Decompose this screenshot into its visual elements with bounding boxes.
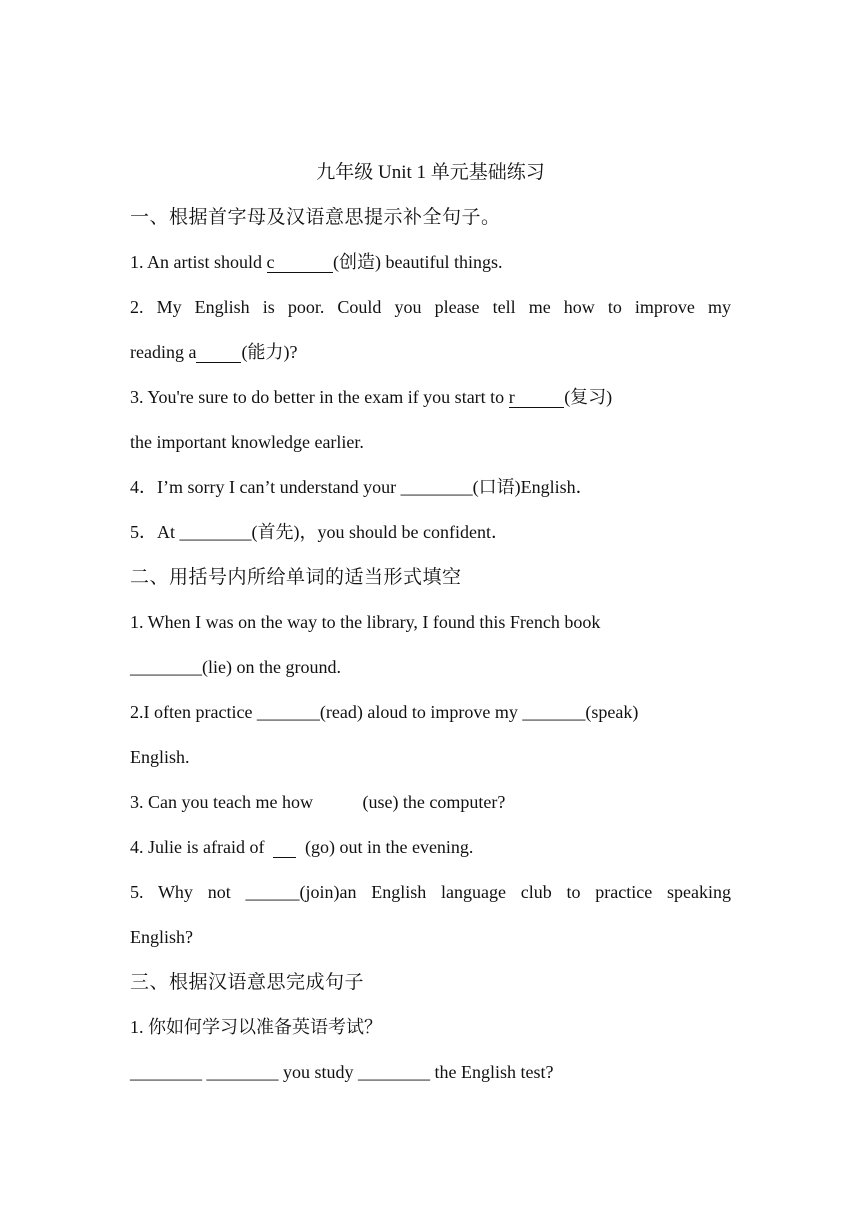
s2-q4-blank bbox=[273, 837, 296, 858]
s1-question-4: 4．I’m sorry I can’t understand your ________(口语)English． bbox=[130, 477, 594, 497]
section-1-heading: 一、根据首字母及汉语意思提示补全句子。 bbox=[130, 207, 501, 228]
s2-question-4 bbox=[130, 825, 731, 870]
s1-question-5: 5．At ________(首先)，you should be confident． bbox=[130, 522, 509, 542]
s1-q1-letter: c bbox=[266, 252, 275, 272]
s1-q3-blank bbox=[515, 387, 565, 407]
s1-q2-text: reading a bbox=[130, 342, 197, 362]
s1-q1-answer-blank bbox=[267, 252, 334, 273]
page-title: 九年级 Unit 1 单元基础练习 bbox=[316, 162, 545, 183]
s1-q3-letter: r bbox=[508, 387, 515, 407]
s1-q2-text-end: (能力)? bbox=[241, 342, 298, 362]
s1-q3-answer-blank bbox=[509, 387, 565, 408]
s2-question-5-line-2: English? bbox=[130, 927, 193, 947]
s2-question-3: 3. Can you teach me how (use) the computer? bbox=[130, 792, 506, 812]
s3-question-1-line-1: 1. 你如何学习以准备英语考试？ bbox=[130, 1017, 382, 1037]
s1-q1-text-end: (创造) beautiful things. bbox=[333, 252, 503, 272]
worksheet-page bbox=[130, 150, 731, 1095]
s2-q4-text: 4. Julie is afraid of bbox=[130, 837, 274, 857]
s1-question-2-line-1: 2. My English is poor. Could you please tell me how to improve my bbox=[130, 297, 731, 317]
s1-question-3-line-1 bbox=[130, 375, 731, 420]
s1-q1-text: 1. An artist should bbox=[130, 252, 267, 272]
section-2-heading: 二、用括号内所给单词的适当形式填空 bbox=[130, 567, 462, 588]
s2-q4-text-end: (go) out in the evening. bbox=[295, 837, 474, 857]
s1-q1-blank bbox=[275, 252, 334, 272]
s2-question-5-line-1: 5. Why not ______(join)an English language club to practice speaking bbox=[130, 882, 731, 902]
s1-q3-text: 3. You're sure to do better in the exam if you start to bbox=[130, 387, 509, 407]
s1-q2-blank bbox=[196, 342, 241, 363]
s1-q3-text-end: (复习) bbox=[564, 387, 613, 407]
s2-question-2-line-1: 2.I often practice _______(read) aloud to improve my _______(speak) bbox=[130, 702, 639, 722]
s3-question-1-line-2: ________ ________ you study ________ the English test? bbox=[130, 1062, 554, 1082]
s1-question-2-line-2 bbox=[130, 330, 731, 375]
s2-question-1-line-1: 1. When I was on the way to the library, I found this French book bbox=[130, 612, 601, 632]
s2-question-1-line-2: ________(lie) on the ground. bbox=[130, 657, 341, 677]
s2-question-2-line-2: English. bbox=[130, 747, 190, 767]
section-3-heading: 三、根据汉语意思完成句子 bbox=[130, 972, 365, 993]
s1-question-3-line-2: the important knowledge earlier. bbox=[130, 432, 364, 452]
s1-question-1 bbox=[130, 240, 731, 285]
